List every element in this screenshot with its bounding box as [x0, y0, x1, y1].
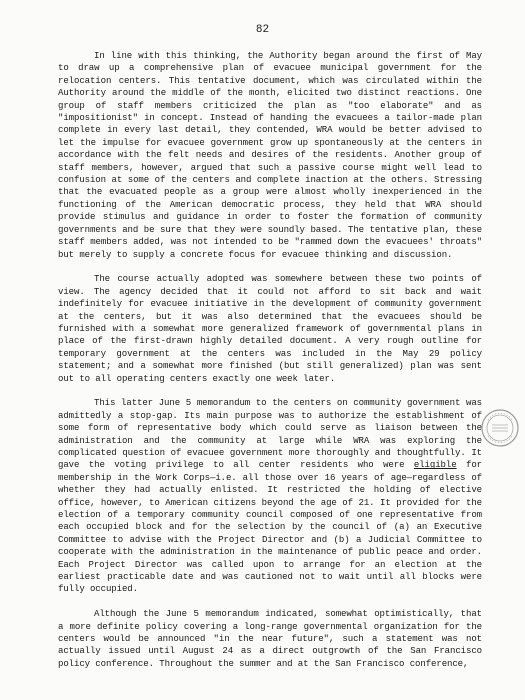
- paragraph-3: [58, 397, 482, 596]
- paragraph-4-text: Although the June 5 memorandum indicated, somewhat optimistically, that a more definite policy covering a long-range governmental organization for the centers would be announced "in the near future", such a statement was not actually issued until August 24 as a direct outgrowth of the San Francisco policy conference. Throughout the summer and at the San Francisco conference,: [58, 608, 482, 669]
- paragraph-3-underlined-word: eligible: [413, 459, 457, 471]
- paragraph-1-text: In line with this thinking, the Authority began around the first of May to draw up a comprehensive plan of evacuee municipal government for the relocation centers. This tentative document, which was circulated within the Authority around the middle of the month, elicited two distinct reactions. One group of staff members criticized the plan as "too elaborate" and as "impositionist" in concept. Instead of handing the evacuees a tailor-made plan complete in every last detail, they contended, WRA would be better advised to let the impulse for evacuee government grow up spontaneously at the centers in accordance with the felt needs and desires of the residents. Another group of staff members, however, argued that such a passive course might well lead to confusion at some of the centers and complete inaction at the others. Stressing that the evacuated people as a group were almost wholly inexperienced in the functioning of the American democratic process, they held that WRA should provide stimulus and guidance in order to foster the formation of community governments and be sure that they were soundly based. The tentative plan, these staff members added, was not intended to be "rammed down the evacuees' throats" but merely to supply a concrete focus for evacuee thinking and discussion.: [58, 50, 482, 260]
- archive-stamp-icon: [480, 408, 520, 448]
- paragraph-3-text-before: This latter June 5 memorandum to the centers on community government was admittedly a stop-gap. Its main purpose was to authorize the establishment of some form of representative body which could serve as liaison between the administration and the community at large while WRA was exploring the complicated question of evacuee government more thoroughly and thoughtfully. It gave the voting privilege to all center residents who were: [58, 397, 482, 471]
- page-number: 82: [255, 24, 270, 36]
- paragraph-4: [58, 608, 482, 670]
- document-body: [58, 50, 482, 683]
- paragraph-1: [58, 50, 482, 261]
- paragraph-2: [58, 273, 482, 385]
- paragraph-2-text: The course actually adopted was somewhere between these two points of view. The agency decided that it could not afford to sit back and wait indefinitely for evacuee initiative in the development of community government at the centers, but it was also determined that the evacuees should be furnished with a somewhat more generalized framework of governmental plans in place of the first-drawn highly detailed document. A very rough outline for temporary government at the centers was included in the May 29 policy statement; and a somewhat more finished (but still generalized) plan was sent out to all operating centers exactly one week later.: [58, 273, 482, 384]
- paragraph-3-text-after: for membership in the Work Corps—i.e. all those over 16 years of age—regardless of whether they had actually enlisted. It restricted the holding of elective office, however, to American citizens beyond the age of 21. It provided for the election of a temporary community council composed of one representative from each occupied block and for the selection by the council of (a) an Executive Committee to advise with the Project Director and (b) a Judicial Committee to cooperate with the administration in the maintenance of public peace and order. Each Project Director was called upon to arrange for an election at the earliest practicable date and was cautioned not to wait until all blocks were fully occupied.: [58, 459, 482, 595]
